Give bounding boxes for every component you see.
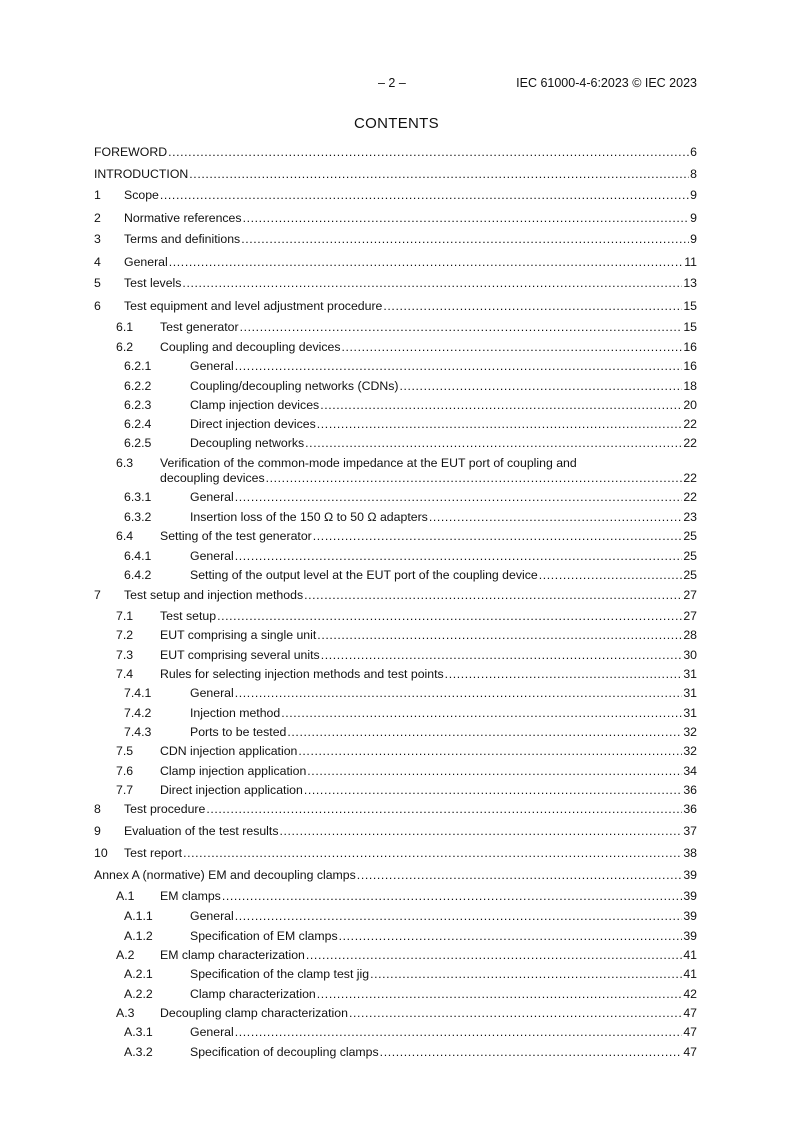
toc-entry-number: 6.2 (116, 340, 134, 354)
dot-leader (281, 706, 682, 721)
toc-entry[interactable] (94, 299, 697, 314)
toc-entry[interactable] (94, 686, 697, 701)
toc-entry-number: 6.2.5 (124, 436, 152, 450)
toc-entry[interactable] (94, 706, 697, 721)
toc-entry-number: 7.5 (116, 744, 134, 758)
toc-entry-page: 23 (683, 510, 697, 524)
toc-entry-page: 34 (683, 764, 697, 778)
toc-entry-page: 25 (683, 549, 697, 563)
toc-entry[interactable] (94, 783, 697, 798)
toc-entry-title: INTRODUCTION (94, 167, 189, 181)
toc-entry-page: 13 (683, 276, 697, 290)
dot-leader (222, 889, 683, 904)
toc-entry-number: A.2 (116, 948, 135, 962)
toc-entry-title: Coupling/decoupling networks (CDNs) (190, 379, 399, 393)
toc-entry[interactable] (94, 744, 697, 759)
toc-entry[interactable] (94, 764, 697, 779)
toc-entry-title: Test procedure (124, 802, 206, 816)
toc-entry-number: 7.4.3 (124, 725, 152, 739)
toc-entry-title: Specification of decoupling clamps (190, 1045, 379, 1059)
toc-entry-number: 7.2 (116, 628, 134, 642)
dot-leader (206, 802, 682, 817)
toc-entry[interactable] (94, 889, 697, 904)
dot-leader (235, 549, 683, 564)
toc-entry[interactable] (94, 510, 697, 525)
toc-entry-page: 31 (683, 686, 697, 700)
toc-entry-page: 32 (683, 725, 697, 739)
toc-entry-title: General (190, 686, 234, 700)
toc-entry[interactable] (94, 549, 697, 564)
toc-entry-page: 39 (683, 909, 697, 923)
toc-entry-title: Setting of the test generator (160, 529, 312, 543)
toc-entry-number: A.1.1 (124, 909, 153, 923)
toc-entry-number: 6.2.2 (124, 379, 152, 393)
toc-entry[interactable] (94, 211, 697, 226)
toc-entry-page: 6 (690, 145, 697, 159)
toc-entry-title: Direct injection devices (190, 417, 316, 431)
toc-entry-number: A.1.2 (124, 929, 153, 943)
toc-entry-page: 27 (683, 588, 697, 602)
toc-entry[interactable] (94, 320, 697, 335)
dot-leader (317, 628, 682, 643)
toc-entry-number: 9 (94, 824, 101, 838)
toc-entry-title: Insertion loss of the 150 Ω to 50 Ω adapters (190, 510, 428, 524)
dot-leader (168, 145, 689, 160)
toc-entry-title: Verification of the common-mode impedance at the EUT port of coupling and (160, 456, 577, 470)
toc-entry[interactable] (94, 609, 697, 624)
toc-entry-page: 37 (683, 824, 697, 838)
toc-entry-number: 7.4.1 (124, 686, 152, 700)
toc-entry-page: 31 (683, 667, 697, 681)
toc-entry-title: Scope (124, 188, 159, 202)
page-number: – 2 – (378, 76, 406, 90)
dot-leader (349, 1006, 682, 1021)
dot-leader (304, 783, 682, 798)
dot-leader (189, 167, 689, 182)
toc-entry-number: 7 (94, 588, 101, 602)
toc-entry[interactable] (94, 167, 697, 182)
toc-entry-number: 1 (94, 188, 101, 202)
toc-entry-number: 2 (94, 211, 101, 225)
toc-entry-page: 25 (683, 529, 697, 543)
dot-leader (305, 436, 682, 451)
dot-leader (183, 846, 682, 861)
dot-leader (445, 667, 683, 682)
toc-entry-page: 9 (690, 211, 697, 225)
toc-entry-title: Test equipment and level adjustment procedure (124, 299, 383, 313)
toc-entry-page: 18 (683, 379, 697, 393)
dot-leader (235, 909, 683, 924)
toc-entry-title: Test setup and injection methods (124, 588, 304, 602)
toc-entry[interactable] (94, 456, 697, 486)
dot-leader (357, 868, 683, 883)
toc-entry[interactable] (94, 232, 697, 247)
dot-leader (339, 929, 683, 944)
toc-entry-page: 22 (683, 436, 697, 450)
toc-entry[interactable] (94, 276, 697, 291)
toc-entry[interactable] (94, 1045, 697, 1060)
toc-entry-page: 16 (683, 359, 697, 373)
dot-leader (399, 379, 682, 394)
dot-leader (304, 588, 682, 603)
toc-entry-title: Coupling and decoupling devices (160, 340, 341, 354)
toc-entry[interactable] (94, 929, 697, 944)
toc-entry-title: Test generator (160, 320, 239, 334)
toc-entry-number: A.3.2 (124, 1045, 153, 1059)
toc-entry-number: A.1 (116, 889, 135, 903)
dot-leader (235, 686, 683, 701)
toc-entry[interactable] (94, 255, 697, 270)
toc-entry[interactable] (94, 987, 697, 1002)
toc-entry-page: 38 (683, 846, 697, 860)
dot-leader (383, 299, 682, 314)
toc-entry[interactable] (94, 667, 697, 682)
toc-entry[interactable] (94, 868, 697, 883)
toc-entry-number: 7.4 (116, 667, 134, 681)
dot-leader (235, 359, 683, 374)
toc-entry-title: Specification of EM clamps (190, 929, 338, 943)
toc-entry-title: Clamp injection application (160, 764, 307, 778)
dot-leader (243, 211, 690, 226)
toc-entry-number: 6.3.2 (124, 510, 152, 524)
dot-leader (298, 744, 682, 759)
toc-entry-title: EUT comprising several units (160, 648, 320, 662)
toc-entry[interactable] (94, 188, 697, 203)
toc-entry-title: Injection method (190, 706, 281, 720)
toc-entry-page: 28 (683, 628, 697, 642)
toc-entry[interactable] (94, 648, 697, 663)
dot-leader (370, 967, 682, 982)
toc-entry-page: 47 (683, 1025, 697, 1039)
toc-entry-title: CDN injection application (160, 744, 298, 758)
toc-entry-title: Evaluation of the test results (124, 824, 279, 838)
dot-leader (287, 725, 682, 740)
toc-entry-number: 4 (94, 255, 101, 269)
toc-entry-number: A.3 (116, 1006, 135, 1020)
dot-leader (321, 648, 683, 663)
dot-leader (306, 948, 682, 963)
toc-entry-title: Test report (124, 846, 183, 860)
toc-entry-number: 5 (94, 276, 101, 290)
dot-leader (342, 340, 683, 355)
toc-entry[interactable] (94, 340, 697, 355)
toc-entry-page: 15 (683, 320, 697, 334)
dot-leader (241, 232, 689, 247)
toc-entry-number: 6.3.1 (124, 490, 152, 504)
toc-entry-page: 22 (683, 417, 697, 431)
dot-leader (317, 987, 683, 1002)
toc-entry-title: EM clamp characterization (160, 948, 305, 962)
toc-entry-title: General (124, 255, 168, 269)
toc-entry-page: 39 (683, 868, 697, 882)
dot-leader (169, 255, 683, 270)
toc-entry-page: 11 (684, 255, 697, 269)
toc-entry-title: Setting of the output level at the EUT port of the coupling device (190, 568, 538, 582)
toc-entry-page: 42 (683, 987, 697, 1001)
toc-entry-number: 3 (94, 232, 101, 246)
toc-entry[interactable] (94, 824, 697, 839)
toc-entry[interactable] (94, 568, 697, 583)
toc-entry[interactable] (94, 1025, 697, 1040)
toc-entry-number: 6.2.3 (124, 398, 152, 412)
toc-entry-title: General (190, 549, 234, 563)
dot-leader (182, 276, 682, 291)
toc-entry-title: Test levels (124, 276, 182, 290)
toc-entry[interactable] (94, 725, 697, 740)
toc-entry-page: 32 (683, 744, 697, 758)
toc-entry-number: 7.7 (116, 783, 134, 797)
toc-entry-page: 39 (683, 889, 697, 903)
toc-entry-number: 7.4.2 (124, 706, 152, 720)
toc-entry[interactable] (94, 417, 697, 432)
toc-entry-number: 6.4 (116, 529, 134, 543)
toc-entry-title: General (190, 359, 234, 373)
toc-entry[interactable] (94, 588, 697, 603)
toc-entry-number: 8 (94, 802, 101, 816)
dot-leader (380, 1045, 683, 1060)
toc-entry-title: Annex A (normative) EM and decoupling clamps (94, 868, 356, 882)
toc-entry-number: 6.2.1 (124, 359, 152, 373)
toc-entry-page: 8 (690, 167, 697, 181)
dot-leader (320, 398, 682, 413)
toc-entry-number: A.2.1 (124, 967, 153, 981)
dot-leader (235, 1025, 683, 1040)
contents-title: CONTENTS (354, 115, 439, 132)
toc-entry-title: Decoupling networks (190, 436, 305, 450)
toc-entry[interactable] (94, 948, 697, 963)
toc-entry-page: 31 (683, 706, 697, 720)
toc-entry-title: Normative references (124, 211, 242, 225)
toc-entry[interactable] (94, 490, 697, 505)
toc-entry[interactable] (94, 967, 697, 982)
toc-entry[interactable] (94, 846, 697, 861)
toc-entry-title: Clamp characterization (190, 987, 316, 1001)
toc-entry-title: Clamp injection devices (190, 398, 320, 412)
toc-entry-page: 36 (683, 783, 697, 797)
document-id: IEC 61000-4-6:2023 © IEC 2023 (516, 76, 697, 90)
toc-entry-page: 41 (683, 948, 697, 962)
toc-entry-number: 6.1 (116, 320, 134, 334)
toc-entry-page: 15 (683, 299, 697, 313)
toc-entry-title: Decoupling clamp characterization (160, 1006, 348, 1020)
toc-entry-number: 6.2.4 (124, 417, 152, 431)
toc-entry-page: 22 (683, 471, 697, 485)
toc-entry-title: FOREWORD (94, 145, 168, 159)
toc-entry-title: Terms and definitions (124, 232, 241, 246)
dot-leader (313, 529, 683, 544)
toc-entry-title: General (190, 1025, 234, 1039)
toc-entry-page: 30 (683, 648, 697, 662)
toc-entry-title: EM clamps (160, 889, 221, 903)
toc-entry-title: EUT comprising a single unit (160, 628, 317, 642)
toc-entry[interactable] (94, 436, 697, 451)
toc-entry[interactable] (94, 359, 697, 374)
toc-entry-title: Direct injection application (160, 783, 303, 797)
toc-entry-page: 41 (683, 967, 697, 981)
toc-entry[interactable] (94, 1006, 697, 1021)
dot-leader (240, 320, 683, 335)
toc-entry-page: 16 (683, 340, 697, 354)
toc-entry-number: 7.1 (116, 609, 134, 623)
toc-entry-page: 47 (683, 1006, 697, 1020)
toc-entry-title: Ports to be tested (190, 725, 287, 739)
dot-leader (317, 417, 683, 432)
toc-entry[interactable] (94, 529, 697, 544)
toc-entry[interactable] (94, 802, 697, 817)
toc-entry-number: A.2.2 (124, 987, 153, 1001)
toc-entry-number: 10 (94, 846, 108, 860)
toc-entry[interactable] (94, 145, 697, 160)
dot-leader (279, 824, 682, 839)
toc-entry-page: 25 (683, 568, 697, 582)
toc-entry[interactable] (94, 398, 697, 413)
toc-entry-title: Rules for selecting injection methods and test points (160, 667, 444, 681)
toc-entry-number: A.3.1 (124, 1025, 153, 1039)
dot-leader (160, 188, 689, 203)
toc-entry-number: 6.3 (116, 456, 134, 470)
toc-entry-number: 7.3 (116, 648, 134, 662)
toc-entry-title-cont: decoupling devices (160, 471, 265, 485)
toc-entry-page: 47 (683, 1045, 697, 1059)
toc-entry-page: 22 (683, 490, 697, 504)
toc-entry-title: General (190, 909, 234, 923)
toc-entry-number: 6 (94, 299, 101, 313)
toc-entry-page: 39 (683, 929, 697, 943)
dot-leader (235, 490, 683, 505)
toc-entry[interactable] (94, 628, 697, 643)
dot-leader (307, 764, 682, 779)
toc-entry-page: 27 (683, 609, 697, 623)
toc-entry-title: Test setup (160, 609, 217, 623)
toc-entry[interactable] (94, 909, 697, 924)
toc-entry-page: 9 (690, 188, 697, 202)
toc-entry-page: 36 (683, 802, 697, 816)
toc-entry-number: 7.6 (116, 764, 134, 778)
toc-entry-title: Specification of the clamp test jig (190, 967, 370, 981)
dot-leader (429, 510, 682, 525)
toc-entry-number: 6.4.2 (124, 568, 152, 582)
dot-leader (217, 609, 682, 624)
toc-entry-title: General (190, 490, 234, 504)
dot-leader (266, 471, 683, 486)
toc-entry-number: 6.4.1 (124, 549, 152, 563)
toc-entry[interactable] (94, 379, 697, 394)
toc-entry-page: 9 (690, 232, 697, 246)
dot-leader (539, 568, 683, 583)
toc-entry-page: 20 (683, 398, 697, 412)
